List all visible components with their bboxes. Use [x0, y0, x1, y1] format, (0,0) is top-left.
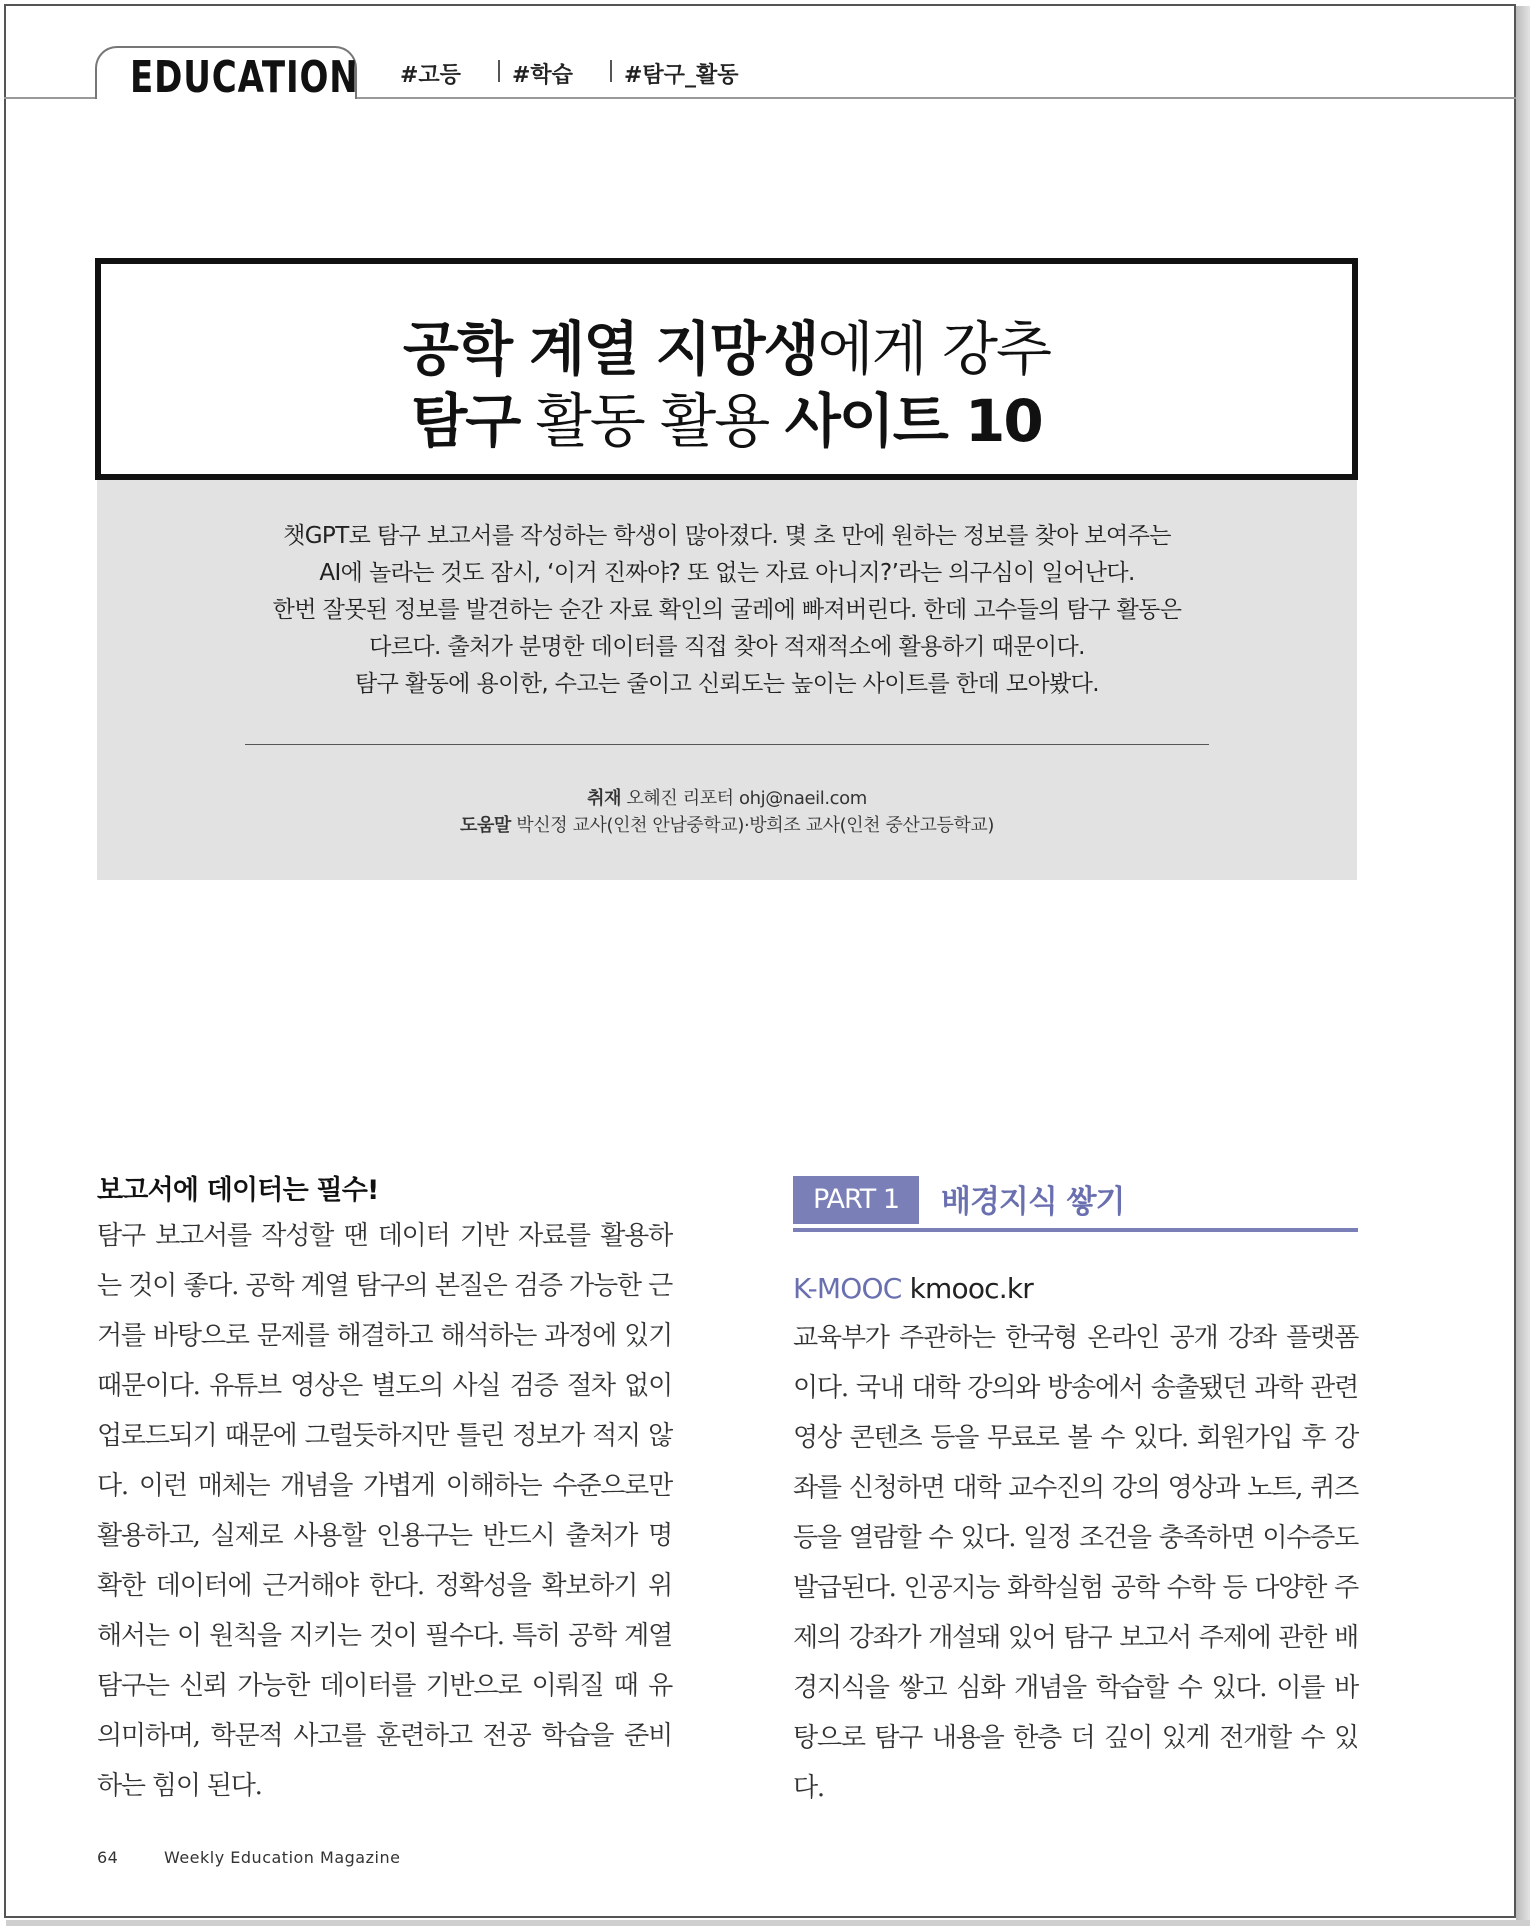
intro-line: 탐구 활동에 용이한, 수고는 줄이고 신뢰도는 높이는 사이트를 한데 모아봤다.: [355, 671, 1099, 697]
credit-reporter-label: 취재: [587, 788, 622, 809]
intro-line: AI에 놀라는 것도 잠시, ‘이거 진짜야? 또 없는 자료 아니지?’라는 의구심이 일어난다.: [319, 560, 1135, 586]
credit-reporter-value: 오혜진 리포터 ohj@naeil.com: [621, 788, 867, 809]
title-line-2-bold: 탐구: [411, 387, 520, 455]
title-line-1-light: 에게 강추: [817, 315, 1051, 383]
tag-study: #학습: [512, 63, 573, 88]
right-column-body: 교육부가 주관하는 한국형 온라인 공개 강좌 플랫폼이다. 국내 대학 강의와 방송에서 송출됐던 과학 관련 영상 콘텐츠 등을 무료로 볼 수 있다. 회원가입 후 강좌를 신청하면 대학 교수진의 강의 영상과 노트, 퀴즈 등을 열람할 수 있다. 일정 조건을 충족하면 이수증도 발급된다. 인공지능 화학실험 공학 수학 등 다양한 주제의 강좌가 개설돼 있어 탐구 보고서 주제에 관한 배경지식을 쌓고 심화 개념을 학습할 수 있다. 이를 바탕으로 탐구 내용을 한층 더 깊이 있게 전개할 수 있다.: [793, 1323, 1358, 1803]
page-shadow-right: [1516, 6, 1530, 1922]
intro-paragraph: [97, 518, 1357, 703]
tag-inquiry-activity: #탐구_활동: [624, 63, 739, 88]
intro-line: 한번 잘못된 정보를 발견하는 순간 자료 확인의 굴레에 빠져버린다. 한데 고수들의 탐구 활동은: [272, 597, 1182, 623]
title-line-1-bold: 공학 계열 지망생: [402, 315, 818, 383]
intro-divider: [245, 744, 1209, 745]
page-number: 64: [97, 1848, 119, 1867]
credit-help-value: 박신정 교사(인천 안남중학교)·방희조 교사(인천 중산고등학교): [510, 815, 995, 836]
site-name: K-MOOC: [793, 1272, 902, 1305]
left-column-heading: 보고서에 데이터는 필수!: [97, 1175, 379, 1206]
site-url: kmooc.kr: [901, 1272, 1033, 1305]
footer: [97, 1848, 400, 1867]
magazine-name: Weekly Education Magazine: [163, 1848, 401, 1867]
part-badge: PART 1: [793, 1176, 919, 1224]
intro-line: 다르다. 출처가 분명한 데이터를 직접 찾아 적재적소에 활용하기 때문이다.: [369, 634, 1085, 660]
right-column: [793, 1168, 1358, 1813]
credit-help: [97, 812, 1357, 839]
intro-box: [97, 480, 1357, 880]
section-label: EDUCATION: [130, 52, 359, 103]
credit-reporter: [97, 785, 1357, 812]
credits: [97, 785, 1357, 839]
page-shadow-bottom: [6, 1920, 1530, 1926]
title-line-2-light: 활동 활용: [519, 387, 785, 455]
tag-separator: [498, 60, 500, 82]
intro-line: 챗GPT로 탐구 보고서를 작성하는 학생이 많아졌다. 몇 초 만에 원하는 정보를 찾아 보여주는: [283, 523, 1171, 549]
part-title: 배경지식 쌓기: [941, 1184, 1125, 1220]
part-header: [793, 1168, 1358, 1232]
title-line-2: [101, 374, 1352, 458]
tag-high-school: #고등: [400, 63, 461, 88]
title-line-2-bold-end: 사이트 10: [784, 387, 1042, 455]
left-column: [97, 1168, 672, 1811]
left-column-body: 탐구 보고서를 작성할 땐 데이터 기반 자료를 활용하는 것이 좋다. 공학 계열 탐구의 본질은 검증 가능한 근거를 바탕으로 문제를 해결하고 해석하는 과정에 있기 때문이다. 유튜브 영상은 별도의 사실 검증 절차 없이 업로드되기 때문에 그럴듯하지만 틀린 정보가 적지 않다. 이런 매체는 개념을 가볍게 이해하는 수준으로만 활용하고, 실제로 사용할 인용구는 반드시 출처가 명확한 데이터에 근거해야 한다. 정확성을 확보하기 위해서는 이 원칙을 지키는 것이 필수다. 특히 공학 계열 탐구는 신뢰 가능한 데이터를 기반으로 이뤄질 때 유의미하며, 학문적 사고를 훈련하고 전공 학습을 준비하는 힘이 된다.: [97, 1221, 672, 1801]
tag-separator: [610, 60, 612, 82]
credit-help-label: 도움말: [459, 815, 511, 836]
site-entry: [793, 1272, 1358, 1305]
title-box: [95, 258, 1358, 480]
